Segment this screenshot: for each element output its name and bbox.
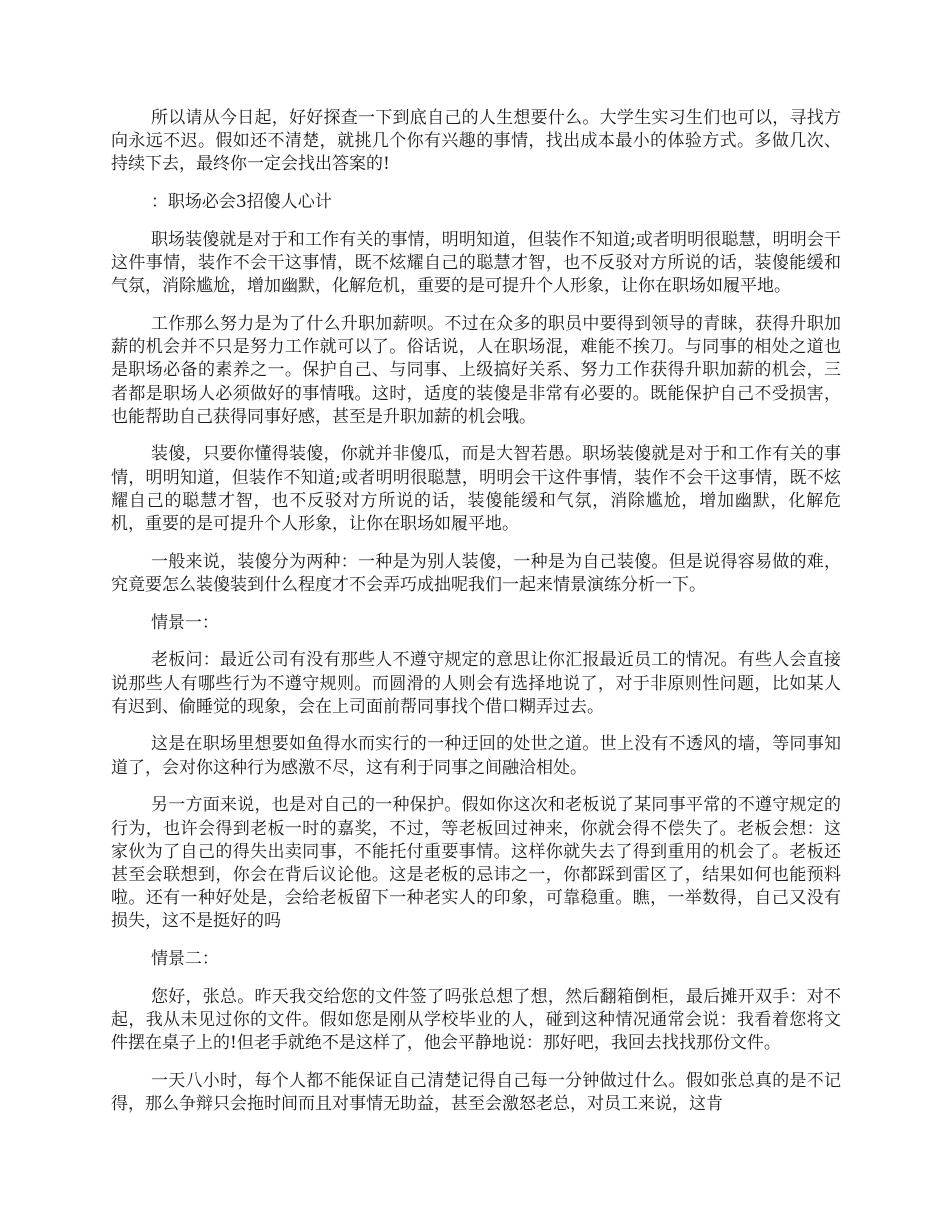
document-page xyxy=(111,107,841,1131)
section-heading: ：职场必会3招傻人心计 xyxy=(150,192,332,213)
paragraph-eight-hours: 一天八小时，每个人都不能保证自己清楚记得自己每一分钟做过什么。假如张总真的是不记得，那么争辩只会拖时间而且对事情无助益，甚至会激怒老总，对员工来说，这肯 xyxy=(111,1070,841,1115)
paragraph-manager-zhang: 您好，张总。昨天我交给您的文件签了吗张总想了想，然后翻箱倒柜，最后摊开双手：对不起，我从未见过你的文件。假如您是刚从学校毕业的人，碰到这种情况通常会说：我看着您将文件摆在桌子上的!但老手就绝不是这样了，他会平静地说：那好吧，我回去找找那份文件。 xyxy=(111,986,841,1054)
paragraph-two-types: 一般来说，装傻分为两种：一种是为别人装傻，一种是为自己装傻。但是说得容易做的难，究竟要怎么装傻装到什么程度才不会弄巧成拙呢我们一起来情景演练分析一下。 xyxy=(111,551,841,595)
paragraph-roundabout-way: 这是在职场里想要如鱼得水而实行的一种迂回的处世之道。世上没有不透风的墙，等同事知道了，会对你这种行为感激不尽，这有利于同事之间融洽相处。 xyxy=(111,734,841,778)
scenario-one-heading: 情景一： xyxy=(150,612,219,633)
scenario-two-heading: 情景二： xyxy=(150,949,219,970)
paragraph-promotion: 工作那么努力是为了什么升职加薪呗。不过在众多的职员中要得到领导的青睐，获得升职加薪的机会并不只是努力工作就可以了。俗话说，人在职场混，难能不挨刀。与同事的相处之道也是职场必备的素养之一。保护自己、与同事、上级搞好关系、努力工作获得升职加薪的机会，三者都是职场人必须做好的事情哦。这时，适度的装傻是非常有必要的。既能保护自己不受损害，也能帮助自己获得同事好感，甚至是升职加薪的机会哦。 xyxy=(111,313,841,427)
paragraph-boss-asks: 老板问：最近公司有没有那些人不遵守规定的意思让你汇报最近员工的情况。有些人会直接说那些人有哪些行为不遵守规则。而圆滑的人则会有选择地说了，对于非原则性问题，比如某人有迟到、偷睡觉的现象，会在上司面前帮同事找个借口糊弄过去。 xyxy=(111,650,841,717)
paragraph-intro-advice: 所以请从今日起，好好探查一下到底自己的人生想要什么。大学生实习生们也可以，寻找方向永远不迟。假如还不清楚，就挑几个你有兴趣的事情，找出成本最小的体验方式。多做几次、持续下去，最终你一定会找出答案的! xyxy=(111,108,841,175)
paragraph-wisdom: 装傻，只要你懂得装傻，你就并非傻瓜，而是大智若愚。职场装傻就是对于和工作有关的事情，明明知道，但装作不知道;或者明明很聪慧，明明会干这件事情，装作不会干这事情，既不炫耀自己的聪慧才智，也不反驳对方所说的话，装傻能缓和气氛，消除尴尬，增加幽默，化解危机，重要的是可提升个人形象，让你在职场如履平地。 xyxy=(111,444,841,535)
paragraph-self-protection: 另一方面来说，也是对自己的一种保护。假如你这次和老板说了某同事平常的不遵守规定的行为，也许会得到老板一时的嘉奖，不过，等老板回过神来，你就会得不偿失了。老板会想：这家伙为了自己的得失出卖同事，不能托付重要事情。这样你就失去了得到重用的机会了。老板还甚至会联想到，你会在背后议论他。这是老板的忌讳之一，你都踩到雷区了，结果如何也能预料啦。还有一种好处是，会给老板留下一种老实人的印象，可靠稳重。瞧，一举数得，自己又没有损失，这不是挺好的吗 xyxy=(111,795,841,932)
paragraph-definition: 职场装傻就是对于和工作有关的事情，明明知道，但装作不知道;或者明明很聪慧，明明会干这件事情，装作不会干这事情，既不炫耀自己的聪慧才智，也不反驳对方所说的话，装傻能缓和气氛，消除尴尬，增加幽默，化解危机，重要的是可提升个人形象，让你在职场如履平地。 xyxy=(111,229,841,297)
